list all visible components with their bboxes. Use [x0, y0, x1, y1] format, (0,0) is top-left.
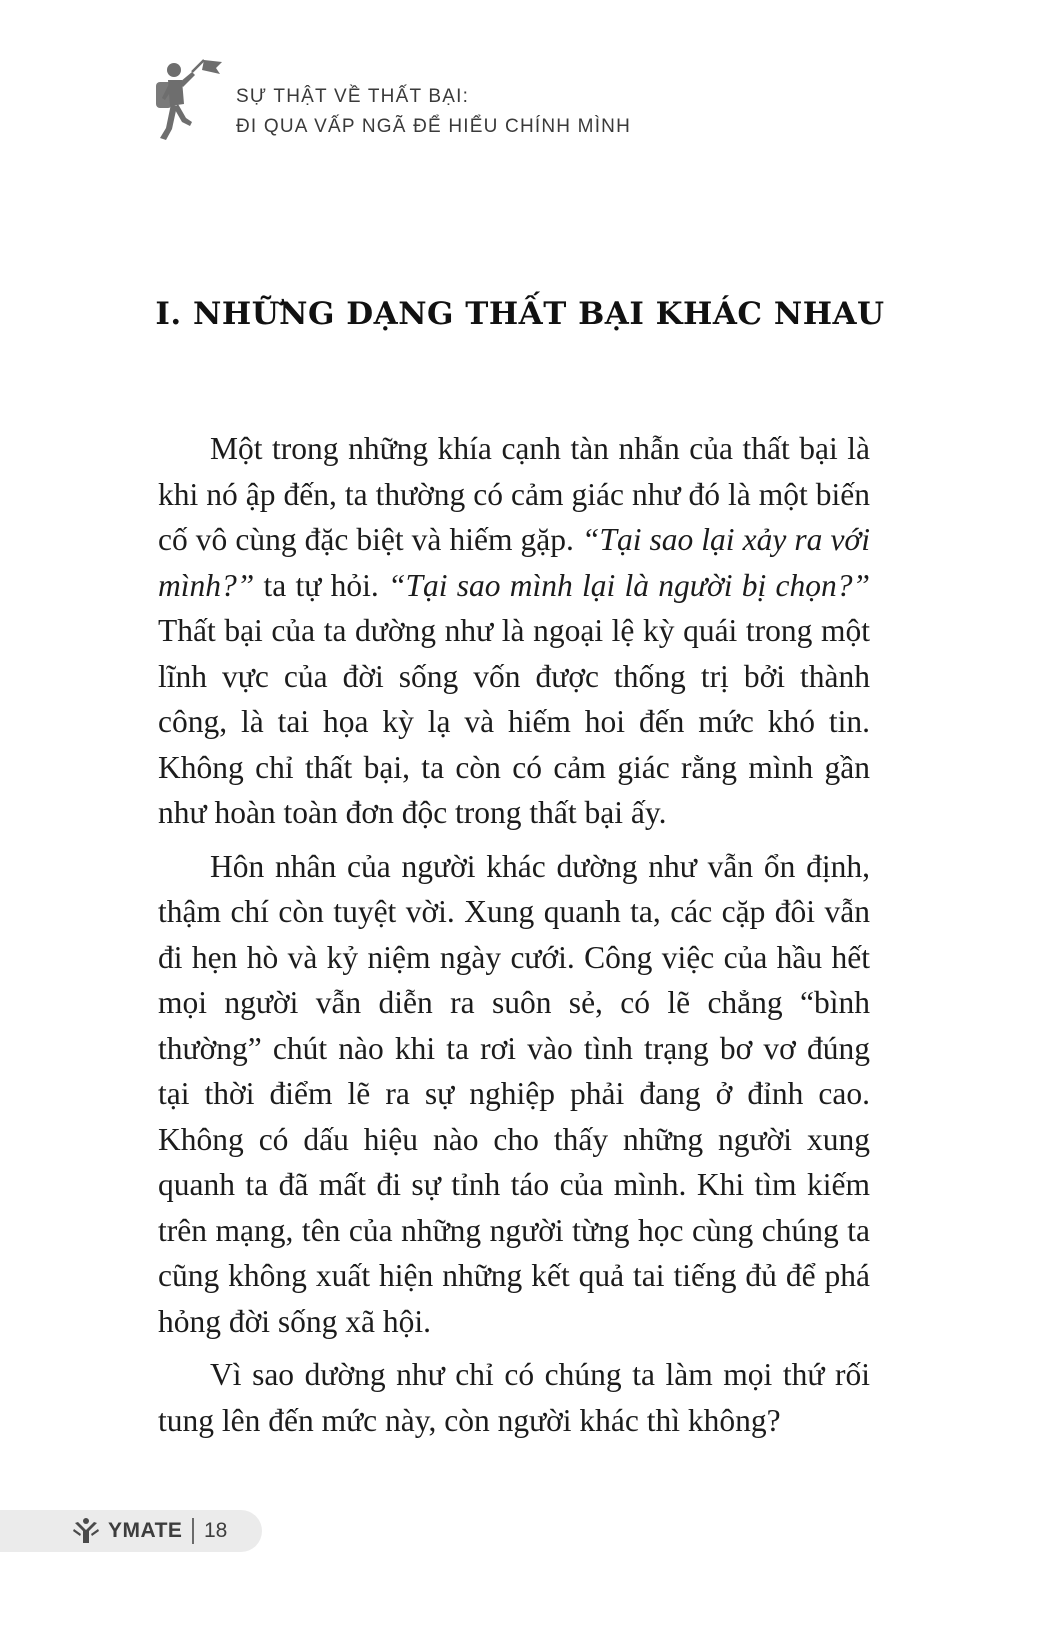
- running-header: [152, 58, 631, 142]
- paragraph-1-text-e: Thất bại của ta dường như là ngoại lệ kỳ quái trong một lĩnh vực của đời sống vốn được thống trị bởi thành công, là tai họa kỳ lạ và hiếm hoi đến mức khó tin. Không chỉ thất bại, ta còn có cảm giác rằng mình gần như hoàn toàn đơn độc trong thất bại ấy.: [158, 613, 870, 830]
- paragraph-1-quote-2: “Tại sao mình lại là người bị chọn?”: [387, 567, 870, 603]
- page-footer: [0, 1510, 262, 1552]
- section-heading: I. NHỮNG DẠNG THẤT BẠI KHÁC NHAU: [155, 296, 885, 332]
- mountain-climber-with-flag-icon: [152, 58, 224, 142]
- footer-brand: YMATE: [108, 1519, 183, 1542]
- paragraph-1-text-c: ta tự hỏi.: [254, 567, 388, 603]
- paragraph-1: [158, 426, 870, 836]
- paragraph-1-quote-1: “Tại sao lại xảy ra với mình?”: [158, 522, 870, 603]
- running-header-title: [236, 82, 631, 142]
- footer-divider: [192, 1518, 194, 1544]
- paragraph-2: Hôn nhân của người khác dường như vẫn ổn định, thậm chí còn tuyệt vời. Xung quanh ta, các cặp đôi vẫn đi hẹn hò và kỷ niệm ngày cưới. Công việc của hầu hết mọi người vẫn diễn ra suôn sẻ, có lẽ chẳng “bình thường” chút nào khi ta rơi vào tình trạng bơ vơ đúng tại thời điểm lẽ ra sự nghiệp phải đang ở đỉnh cao. Không có dấu hiệu nào cho thấy những người xung quanh ta đã mất đi sự tỉnh táo của mình. Khi tìm kiếm trên mạng, tên của những người từng học cùng chúng ta cũng không xuất hiện những kết quả tai tiếng đủ để phá hỏng đời sống xã hội.: [158, 848, 870, 1339]
- ymate-logo-icon: [72, 1517, 100, 1545]
- running-header-line-1: SỰ THẬT VỀ THẤT BẠI:: [236, 86, 470, 107]
- body-text: [158, 426, 870, 1451]
- paragraph-3: Vì sao dường như chỉ có chúng ta làm mọi thứ rối tung lên đến mức này, còn người khác thì không?: [158, 1357, 870, 1438]
- paragraph-1-text-a: Một trong những khía cạnh tàn nhẫn của thất bại là khi nó ập đến, ta thường có cảm giác như đó là một biến cố vô cùng đặc biệt và hiếm gặp.: [158, 431, 870, 557]
- page-number: 18: [203, 1519, 228, 1542]
- running-header-line-2: ĐI QUA VẤP NGÃ ĐỂ HIỂU CHÍNH MÌNH: [236, 116, 632, 137]
